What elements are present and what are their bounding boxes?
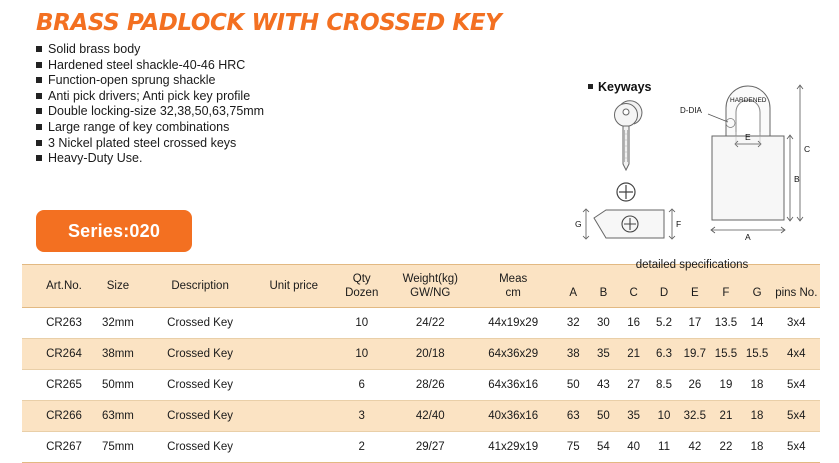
- cell-description: Crossed Key: [144, 401, 256, 432]
- label-d-dia: D-DIA: [680, 106, 702, 115]
- cell-weight: 20/18: [392, 339, 468, 370]
- header-b: B: [599, 287, 608, 299]
- label-g: G: [575, 219, 582, 229]
- specifications-table: [22, 259, 820, 463]
- feature-text: Hardened steel shackle-40-46 HRC: [48, 57, 246, 72]
- header-spec-a: [558, 259, 749, 308]
- cell-description: Crossed Key: [144, 308, 256, 339]
- cell-d: 5.2: [649, 308, 680, 339]
- label-f: F: [676, 219, 682, 229]
- cell-description: Crossed Key: [144, 339, 256, 370]
- cell-weight: 42/40: [392, 401, 468, 432]
- cell-unit-price: [256, 401, 331, 432]
- technical-drawings: [560, 72, 830, 242]
- header-weight-line2: GW/NG: [410, 287, 451, 299]
- header-size: Size: [92, 265, 144, 308]
- cell-size: 38mm: [92, 339, 144, 370]
- cell-e: 42: [679, 432, 710, 463]
- cell-a: 32: [558, 308, 588, 339]
- feature-text: Heavy-Duty Use.: [48, 151, 143, 166]
- header-detailed-specifications: detailed specifications: [635, 259, 749, 271]
- cell-unit-price: [256, 370, 331, 401]
- table-header: [22, 259, 820, 308]
- header-description: Description: [144, 265, 256, 308]
- cell-e: 32.5: [679, 401, 710, 432]
- cell-pins-no: 5x4: [773, 432, 820, 463]
- cell-g: 14: [742, 308, 773, 339]
- list-item: [36, 104, 264, 120]
- header-qty-line1: Qty: [352, 273, 371, 285]
- header-meas: [468, 265, 558, 308]
- square-bullet-icon: [36, 62, 42, 68]
- cell-unit-price: [256, 339, 331, 370]
- header-meas-line2: cm: [505, 287, 521, 299]
- list-item: [36, 120, 264, 136]
- square-bullet-icon: [36, 93, 42, 99]
- cell-description: Crossed Key: [144, 370, 256, 401]
- cell-weight: 28/26: [392, 370, 468, 401]
- cell-art-no: CR266: [22, 401, 92, 432]
- cell-a: 50: [558, 370, 588, 401]
- label-e: E: [745, 132, 751, 142]
- table-row[interactable]: [22, 401, 820, 432]
- header-qty-line2: Dozen: [345, 287, 379, 299]
- cell-a: 63: [558, 401, 588, 432]
- cell-c: 21: [619, 339, 649, 370]
- cell-f: 13.5: [710, 308, 741, 339]
- cell-art-no: CR264: [22, 339, 92, 370]
- header-art-no: Art.No.: [22, 265, 92, 308]
- cell-b: 43: [588, 370, 618, 401]
- cell-e: 17: [679, 308, 710, 339]
- cell-size: 50mm: [92, 370, 144, 401]
- cell-a: 75: [558, 432, 588, 463]
- cell-b: 30: [588, 308, 618, 339]
- cell-b: 50: [588, 401, 618, 432]
- cell-c: 16: [619, 308, 649, 339]
- feature-text: Large range of key combinations: [48, 119, 230, 134]
- cell-pins-no: 5x4: [773, 401, 820, 432]
- square-bullet-icon: [36, 46, 42, 52]
- list-item: [36, 89, 264, 105]
- list-item: [36, 58, 264, 74]
- page-title: BRASS PADLOCK WITH CROSSED KEY: [36, 10, 502, 36]
- header-meas-line1: Meas: [499, 273, 528, 285]
- cell-qty-dozen: 2: [331, 432, 392, 463]
- cell-weight: 29/27: [392, 432, 468, 463]
- table-row[interactable]: [22, 432, 820, 463]
- cell-art-no: CR263: [22, 308, 92, 339]
- cell-meas: 40x36x16: [468, 401, 558, 432]
- header-pins: pins No.: [775, 287, 818, 299]
- cell-weight: 24/22: [392, 308, 468, 339]
- cell-pins-no: 3x4: [773, 308, 820, 339]
- feature-text: Anti pick drivers; Anti pick key profile: [48, 88, 251, 103]
- cell-pins-no: 5x4: [773, 370, 820, 401]
- cell-d: 8.5: [649, 370, 680, 401]
- keyway-cross-icon: [617, 183, 635, 201]
- cell-c: 35: [619, 401, 649, 432]
- table-row[interactable]: [22, 308, 820, 339]
- cell-g: 18: [742, 432, 773, 463]
- cell-d: 6.3: [649, 339, 680, 370]
- header-a: A: [569, 287, 578, 299]
- square-bullet-icon: [36, 77, 42, 83]
- cell-b: 35: [588, 339, 618, 370]
- header-d: D: [659, 287, 669, 299]
- cell-qty-dozen: 10: [331, 308, 392, 339]
- header-c: C: [629, 287, 638, 299]
- cell-f: 19: [710, 370, 741, 401]
- series-badge: Series:020: [36, 210, 192, 252]
- table-row[interactable]: [22, 339, 820, 370]
- cell-e: 26: [679, 370, 710, 401]
- list-item: [36, 151, 264, 167]
- header-qty-dozen: [331, 265, 392, 308]
- table-header-row: [22, 265, 820, 308]
- square-bullet-icon: [36, 108, 42, 114]
- cell-g: 18: [742, 401, 773, 432]
- feature-list: [36, 42, 264, 167]
- cell-d: 11: [649, 432, 680, 463]
- cell-size: 63mm: [92, 401, 144, 432]
- cell-g: 18: [742, 370, 773, 401]
- feature-text: Function-open sprung shackle: [48, 73, 216, 88]
- cell-c: 40: [619, 432, 649, 463]
- cell-f: 22: [710, 432, 741, 463]
- padlock-dimension-diagram: [560, 72, 830, 242]
- label-b: B: [794, 174, 800, 184]
- table-body: [22, 308, 820, 463]
- cell-meas: 64x36x16: [468, 370, 558, 401]
- feature-text: Solid brass body: [48, 42, 141, 56]
- cell-b: 54: [588, 432, 618, 463]
- square-bullet-icon: [36, 140, 42, 146]
- cell-meas: 41x29x19: [468, 432, 558, 463]
- feature-text: 3 Nickel plated steel crossed keys: [48, 135, 237, 150]
- header-weight-line1: Weight(kg): [402, 273, 458, 285]
- cell-art-no: CR267: [22, 432, 92, 463]
- header-unit-price: Unit price: [256, 265, 331, 308]
- square-bullet-icon: [36, 124, 42, 130]
- cell-qty-dozen: 6: [331, 370, 392, 401]
- cell-pins-no: 4x4: [773, 339, 820, 370]
- list-item: [36, 136, 264, 152]
- cell-size: 32mm: [92, 308, 144, 339]
- list-item: [36, 42, 264, 58]
- header-f: F: [722, 287, 730, 299]
- square-bullet-icon: [36, 155, 42, 161]
- cell-f: 15.5: [710, 339, 741, 370]
- cell-qty-dozen: 3: [331, 401, 392, 432]
- label-hardened: HARDENED: [730, 97, 767, 104]
- cell-art-no: CR265: [22, 370, 92, 401]
- cell-d: 10: [649, 401, 680, 432]
- cell-e: 19.7: [679, 339, 710, 370]
- cell-qty-dozen: 10: [331, 339, 392, 370]
- cell-c: 27: [619, 370, 649, 401]
- cell-unit-price: [256, 432, 331, 463]
- cell-meas: 64x36x29: [468, 339, 558, 370]
- header-g: G: [752, 287, 762, 299]
- label-a: A: [745, 232, 751, 242]
- padlock-body: [712, 136, 784, 220]
- table-row[interactable]: [22, 370, 820, 401]
- cell-unit-price: [256, 308, 331, 339]
- label-c: C: [804, 144, 811, 154]
- feature-text: Double locking-size 32,38,50,63,75mm: [48, 104, 265, 119]
- list-item: [36, 73, 264, 89]
- cell-g: 15.5: [742, 339, 773, 370]
- cell-a: 38: [558, 339, 588, 370]
- cell-meas: 44x19x29: [468, 308, 558, 339]
- cell-size: 75mm: [92, 432, 144, 463]
- header-weight: [392, 265, 468, 308]
- header-e: E: [691, 287, 699, 299]
- cell-description: Crossed Key: [144, 432, 256, 463]
- keyways-text: Keyways: [598, 80, 652, 94]
- cell-f: 21: [710, 401, 741, 432]
